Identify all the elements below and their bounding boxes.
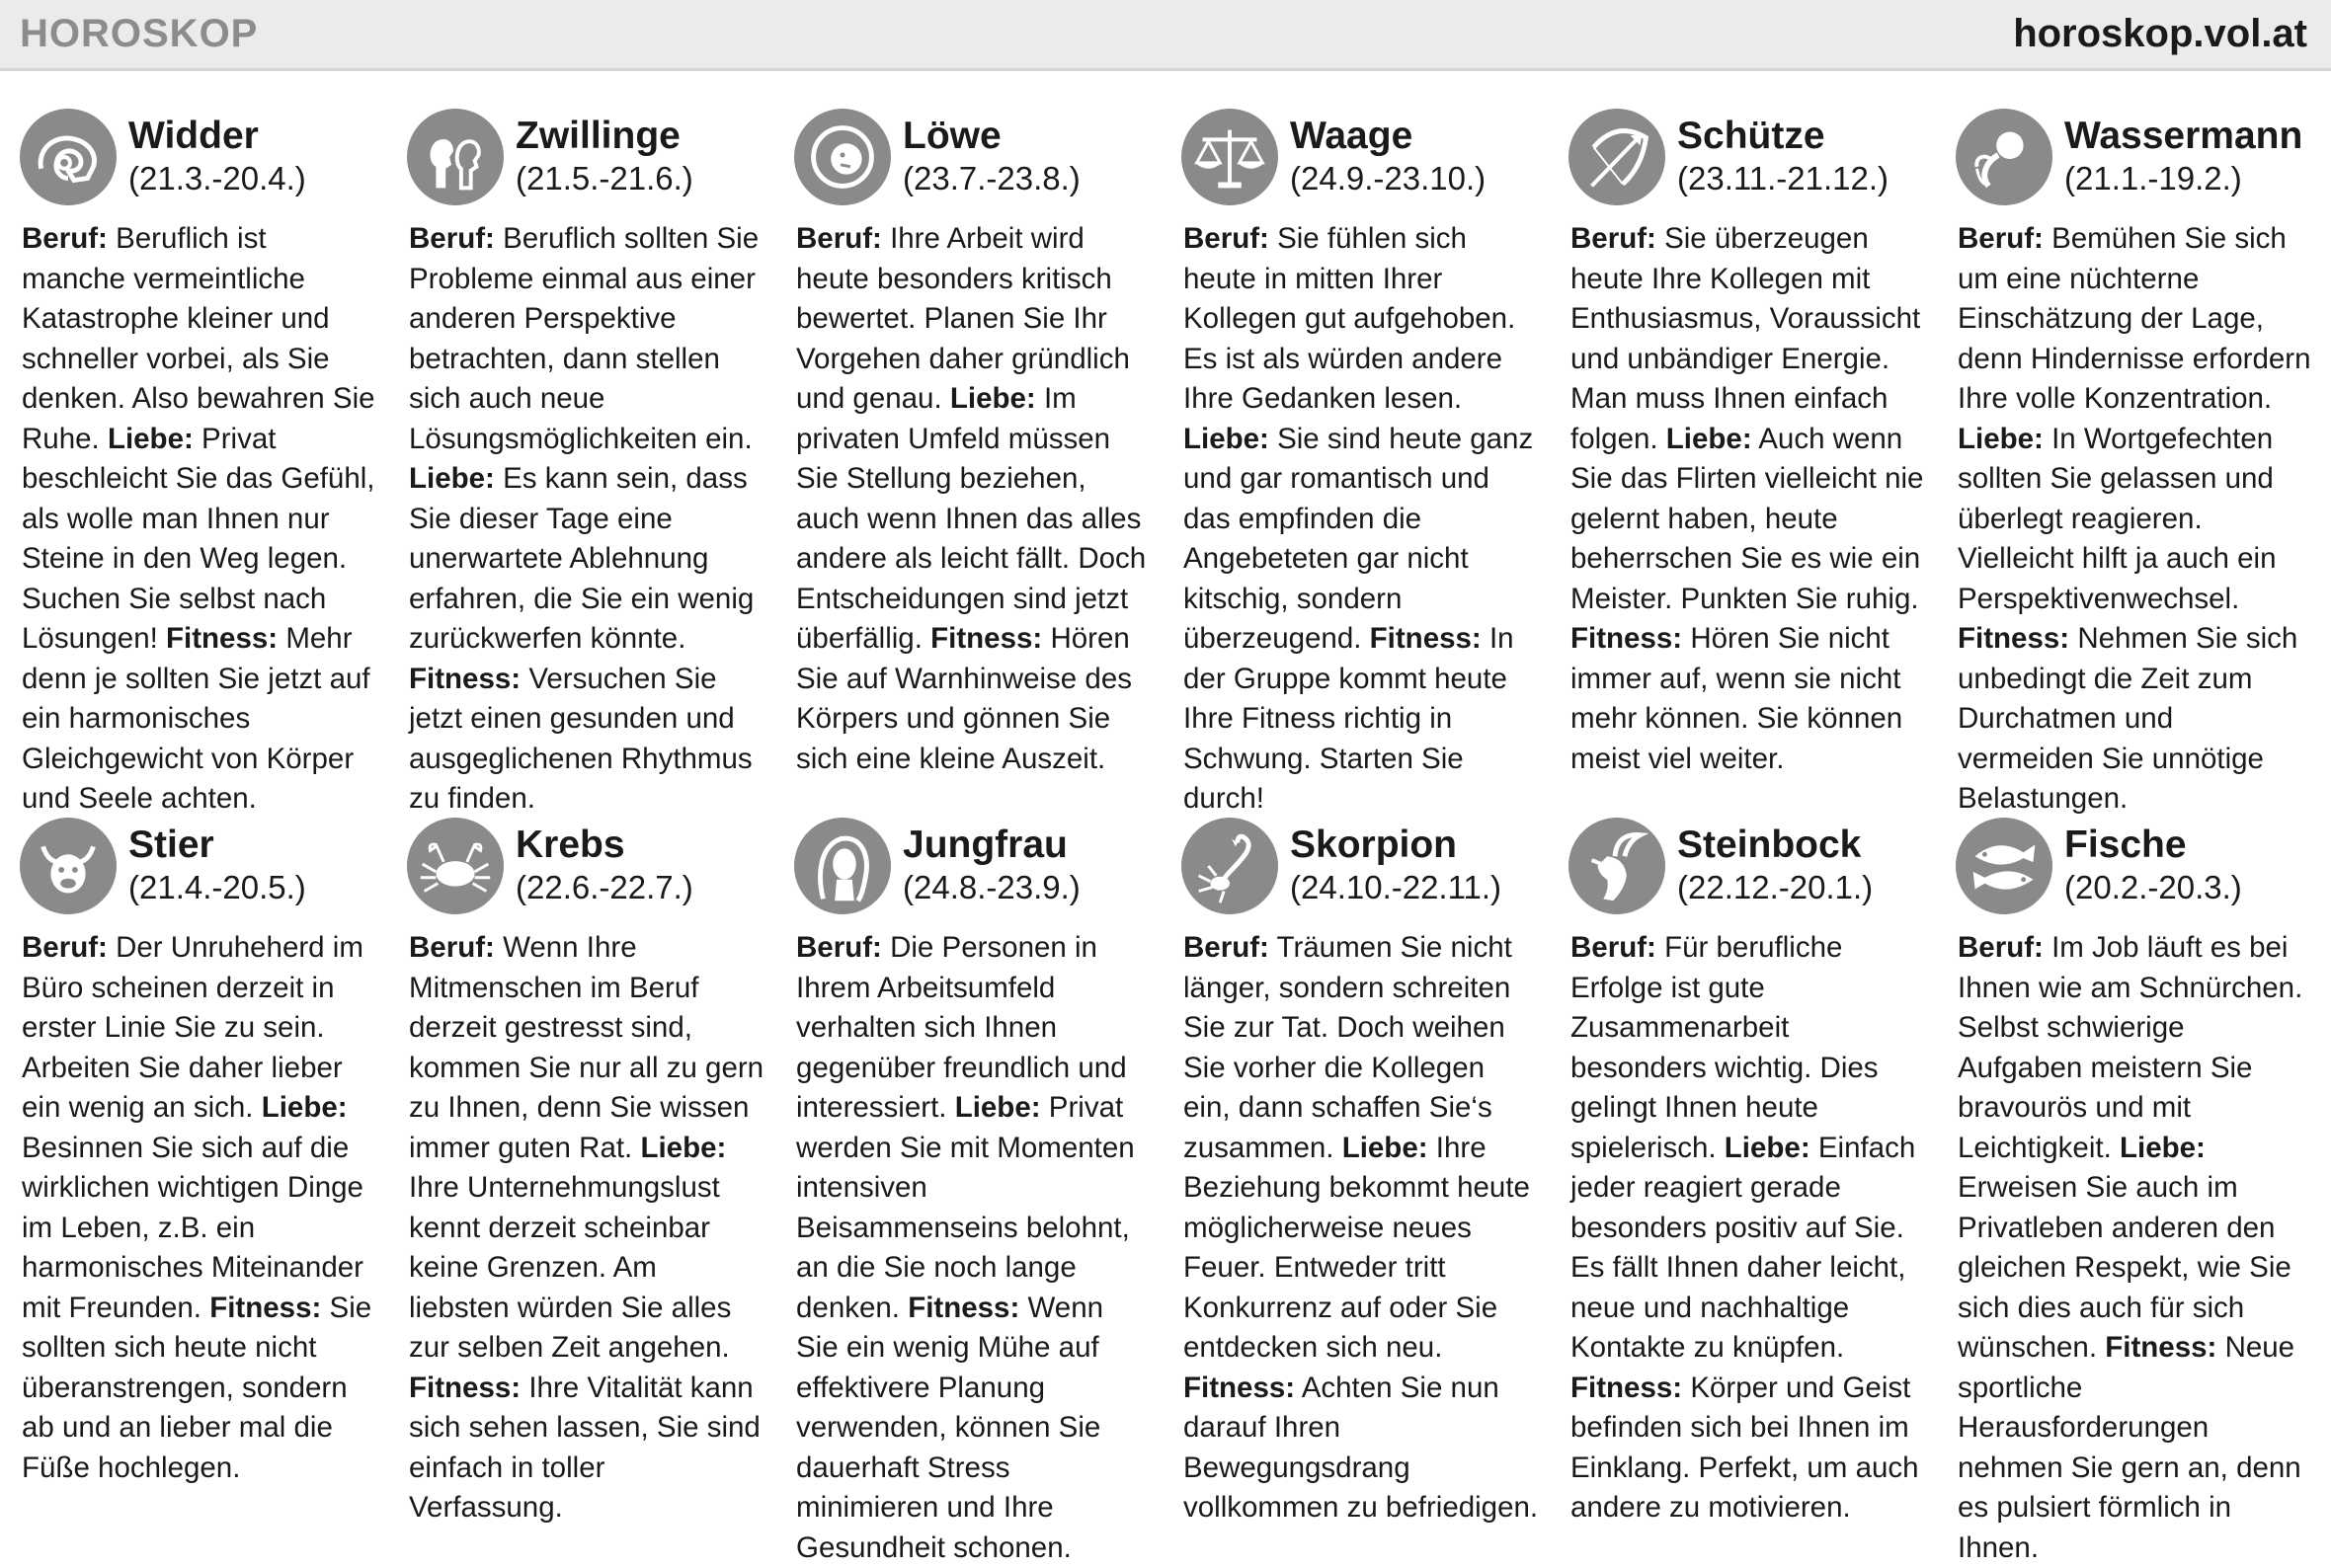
sign-text (1570, 219, 1926, 779)
label-fitness: Fitness: (409, 1371, 522, 1404)
text-beruf: Ihre Arbeit wird heute besonders kritisch bewertet. Planen Sie Ihr Vorgehen daher gründlich und genau. (796, 222, 1130, 415)
sign-dates: (21.3.-20.4.) (128, 160, 306, 196)
text-liebe: Es kann sein, dass Sie dieser Tage eine unerwartete Ablehnung erfahren, die Sie ein wenig zurückwerfen könnte. (409, 462, 755, 655)
sign-dates: (21.5.-21.6.) (516, 160, 693, 196)
site-url[interactable]: horoskop.vol.at (2013, 12, 2307, 55)
text-fitness: Ihre Vitalität kann sich sehen lassen, Sie sind einfach in toller Verfassung. (409, 1371, 761, 1524)
scales-icon (1181, 109, 1278, 205)
text-fitness: In der Gruppe kommt heute Ihre Fitness richtig in Schwung. Starten Sie durch! (1183, 622, 1514, 815)
label-fitness: Fitness: (908, 1291, 1020, 1324)
text-beruf: Wenn Ihre Mitmenschen im Beruf derzeit gestresst sind, kommen Sie nur all zu gern zu Ihnen, denn Sie wissen immer guten Rat. (409, 931, 764, 1164)
text-fitness: Hören Sie auf Warnhinweise des Körpers und gönnen Sie sich eine kleine Auszeit. (796, 622, 1132, 775)
text-fitness: Hören Sie nicht immer auf, wenn sie nicht mehr können. Sie können meist viel weiter. (1570, 622, 1903, 775)
sign-text (1958, 219, 2313, 820)
label-beruf: Beruf: (1183, 222, 1269, 255)
text-fitness: Sie sollten sich heute nicht überanstrengen, sondern ab und an lieber mal die Füße hochlegen. (22, 1291, 372, 1484)
lion-icon (794, 109, 891, 205)
sign-krebs (387, 818, 764, 1524)
text-liebe: In Wortgefechten sollten Sie gelassen und überlegt reagieren. Vielleicht hilft ja auch ein Perspektivenwechsel. (1958, 422, 2277, 615)
label-liebe: Liebe: (107, 422, 194, 455)
sign-skorpion (1162, 818, 1539, 1524)
ram-icon (20, 109, 117, 205)
label-fitness: Fitness: (409, 662, 522, 695)
label-fitness: Fitness: (1958, 622, 2070, 655)
label-liebe: Liebe: (1958, 422, 2044, 455)
sign-name: Waage (1290, 115, 1413, 157)
label-beruf: Beruf: (1958, 931, 2044, 964)
sign-dates: (21.4.-20.5.) (128, 869, 306, 905)
text-beruf: Im Job läuft es bei Ihnen wie am Schnürchen. Selbst schwierige Aufgaben meistern Sie bravourös und mit Leichtigkeit. (1958, 931, 2303, 1164)
label-beruf: Beruf: (796, 931, 882, 964)
sign-text (1183, 928, 1539, 1529)
sign-dates: (21.1.-19.2.) (2064, 160, 2242, 196)
sign-dates: (20.2.-20.3.) (2064, 869, 2242, 905)
sign-steinbock (1549, 818, 1919, 1524)
sign-name: Jungfrau (903, 823, 1068, 866)
label-beruf: Beruf: (1183, 931, 1269, 964)
sign-dates: (23.11.-21.12.) (1677, 160, 1889, 196)
label-liebe: Liebe: (2120, 1131, 2206, 1164)
bull-icon (20, 818, 117, 914)
label-beruf: Beruf: (1570, 222, 1656, 255)
text-beruf: Sie fühlen sich heute in mitten Ihrer Kollegen gut aufgehoben. Es ist als würden andere Ihre Gedanken lesen. (1183, 222, 1516, 415)
text-fitness: Wenn Sie ein wenig Mühe auf effektivere Planung verwenden, können Sie dauerhaft Stress minimieren und Ihre Gesundheit schonen. (796, 1291, 1104, 1564)
text-liebe: Sie sind heute ganz und gar romantisch und das empfinden die Angebeteten gar nicht kitschig, sondern überzeugend. (1183, 422, 1534, 655)
sign-name: Fische (2064, 823, 2187, 866)
label-beruf: Beruf: (22, 931, 108, 964)
text-liebe: Ihre Unternehmungslust kennt derzeit scheinbar keine Grenzen. Am liebsten würden Sie alles zur selben Zeit angehen. (409, 1171, 732, 1364)
text-beruf: Sie überzeugen heute Ihre Kollegen mit Enthusiasmus, Voraussicht und unbändiger Energie. Man muss Ihnen einfach folgen. (1570, 222, 1921, 455)
label-fitness: Fitness: (1570, 622, 1683, 655)
sign-name: Widder (128, 115, 259, 157)
text-liebe: Auch wenn Sie das Flirten vielleicht nie gelernt haben, heute beherrschen Sie es wie ein Meister. Punkten Sie ruhig. (1570, 422, 1924, 615)
sign-dates: (22.6.-22.7.) (516, 869, 693, 905)
label-beruf: Beruf: (1958, 222, 2044, 255)
text-beruf: Bemühen Sie sich um eine nüchterne Einschätzung der Lage, denn Hindernisse erfordern Ihre volle Konzentration. (1958, 222, 2311, 415)
text-beruf: Träumen Sie nicht länger, sondern schreiten Sie zur Tat. Doch weihen Sie vorher die Kollegen ein, dann schaffen Sie‘s zusammen. (1183, 931, 1512, 1164)
text-fitness: Mehr denn je sollten Sie jetzt auf ein harmonisches Gleichgewicht von Körper und Seele achten. (22, 622, 370, 815)
bow-arrow-icon (1568, 109, 1665, 205)
sign-text (1570, 928, 1926, 1529)
sign-wassermann (1936, 109, 2311, 815)
sign-loewe (774, 109, 1147, 790)
sign-name: Wassermann (2064, 115, 2303, 157)
sign-name: Löwe (903, 115, 1002, 157)
label-liebe: Liebe: (1341, 1131, 1428, 1164)
label-beruf: Beruf: (22, 222, 108, 255)
sign-text (409, 219, 764, 820)
text-liebe: Besinnen Sie sich auf die wirklichen wichtigen Dinge im Leben, z.B. ein harmonisches Miteinander mit Freunden. (22, 1131, 363, 1324)
label-fitness: Fitness: (1369, 622, 1482, 655)
label-liebe: Liebe: (954, 1091, 1041, 1124)
label-liebe: Liebe: (949, 382, 1036, 415)
page-header (0, 0, 2331, 71)
fish-icon (1956, 818, 2052, 914)
sign-name: Steinbock (1677, 823, 1862, 866)
sign-name: Stier (128, 823, 214, 866)
sign-dates: (24.8.-23.9.) (903, 869, 1081, 905)
crab-icon (407, 818, 504, 914)
sign-dates: (24.10.-22.11.) (1290, 869, 1502, 905)
text-fitness: Nehmen Sie sich unbedingt die Zeit zum Durchatmen und vermeiden Sie unnötige Belastungen. (1958, 622, 2298, 815)
sign-dates: (24.9.-23.10.) (1290, 160, 1487, 196)
label-fitness: Fitness: (930, 622, 1043, 655)
label-beruf: Beruf: (409, 222, 495, 255)
label-beruf: Beruf: (409, 931, 495, 964)
label-liebe: Liebe: (1183, 422, 1269, 455)
text-beruf: Für berufliche Erfolge ist gute Zusammenarbeit besonders wichtig. Dies gelingt Ihnen heute spielerisch. (1570, 931, 1879, 1164)
text-liebe: Privat werden Sie mit Momenten intensiven Beisammenseins belohnt, an die Sie noch lange denken. (796, 1091, 1135, 1324)
sign-dates: (22.12.-20.1.) (1677, 869, 1874, 905)
text-beruf: Beruflich ist manche vermeintliche Katastrophe kleiner und schneller vorbei, als Sie denken. Also bewahren Sie Ruhe. (22, 222, 375, 455)
sign-schuetze (1549, 109, 1924, 790)
text-liebe: Erweisen Sie auch im Privatleben anderen den gleichen Respekt, wie Sie sich dies auch für sich wünschen. (1958, 1171, 2291, 1364)
text-liebe: Ihre Beziehung bekommt heute möglicherweise neues Feuer. Entweder tritt Konkurrenz auf oder Sie entdecken sich neu. (1183, 1131, 1530, 1364)
sign-text (796, 219, 1152, 779)
water-bearer-icon (1956, 109, 2052, 205)
label-fitness: Fitness: (209, 1291, 322, 1324)
page-title: HOROSKOP (20, 12, 259, 55)
sign-waage (1162, 109, 1534, 815)
label-beruf: Beruf: (796, 222, 882, 255)
sign-text (1958, 928, 2313, 1568)
label-fitness: Fitness: (2105, 1331, 2217, 1364)
text-fitness: Neue sportliche Herausforderungen nehmen Sie gern an, denn es pulsiert förmlich in Ihnen. (1958, 1331, 2301, 1564)
label-liebe: Liebe: (640, 1131, 727, 1164)
scorpion-icon (1181, 818, 1278, 914)
text-beruf: Die Personen in Ihrem Arbeitsumfeld verhalten sich Ihnen gegenüber freundlich und interessiert. (796, 931, 1127, 1124)
sign-name: Zwillinge (516, 115, 681, 157)
horoscope-grid (0, 109, 2331, 1564)
label-beruf: Beruf: (1570, 931, 1656, 964)
sign-widder (0, 109, 375, 815)
sign-jungfrau (774, 818, 1142, 1564)
text-fitness: Achten Sie nun darauf Ihren Bewegungsdrang vollkommen zu befriedigen. (1183, 1371, 1539, 1524)
sign-text (796, 928, 1152, 1568)
sign-name: Skorpion (1290, 823, 1458, 866)
label-liebe: Liebe: (409, 462, 495, 495)
sign-text (409, 928, 764, 1529)
label-liebe: Liebe: (1724, 1131, 1810, 1164)
text-liebe: Einfach jeder reagiert gerade besonders positiv auf Sie. Es fällt Ihnen daher leicht, neue und nachhaltige Kontakte zu knüpfen. (1570, 1131, 1916, 1364)
ibex-icon (1568, 818, 1665, 914)
twins-icon (407, 109, 504, 205)
text-beruf: Der Unruheherd im Büro scheinen derzeit in erster Linie Sie zu sein. Arbeiten Sie daher lieber ein wenig an sich. (22, 931, 363, 1124)
virgin-icon (794, 818, 891, 914)
text-beruf: Beruflich sollten Sie Probleme einmal aus einer anderen Perspektive betrachten, dann stellen sich auch neue Lösungsmöglichkeiten ein. (409, 222, 760, 455)
label-fitness: Fitness: (166, 622, 279, 655)
sign-fische (1936, 818, 2303, 1564)
text-liebe: Im privaten Umfeld müssen Sie Stellung beziehen, auch wenn Ihnen das alles andere als leicht fällt. Doch Entscheidungen sind jetzt überfällig. (796, 382, 1147, 655)
label-liebe: Liebe: (1665, 422, 1752, 455)
text-fitness: Versuchen Sie jetzt einen gesunden und ausgeglichenen Rhythmus zu finden. (409, 662, 753, 815)
sign-text (1183, 219, 1539, 820)
label-fitness: Fitness: (1570, 1371, 1683, 1404)
text-liebe: Privat beschleicht Sie das Gefühl, als wolle man Ihnen nur Steine in den Weg legen. Suchen Sie selbst nach Lösungen! (22, 422, 375, 655)
sign-name: Krebs (516, 823, 625, 866)
sign-stier (0, 818, 372, 1499)
label-liebe: Liebe: (261, 1091, 348, 1124)
label-fitness: Fitness: (1183, 1371, 1296, 1404)
text-fitness: Körper und Geist befinden sich bei Ihnen im Einklang. Perfekt, um auch andere zu motivieren. (1570, 1371, 1919, 1524)
sign-dates: (23.7.-23.8.) (903, 160, 1081, 196)
sign-name: Schütze (1677, 115, 1825, 157)
sign-text (22, 928, 377, 1488)
sign-text (22, 219, 377, 820)
sign-zwillinge (387, 109, 760, 815)
